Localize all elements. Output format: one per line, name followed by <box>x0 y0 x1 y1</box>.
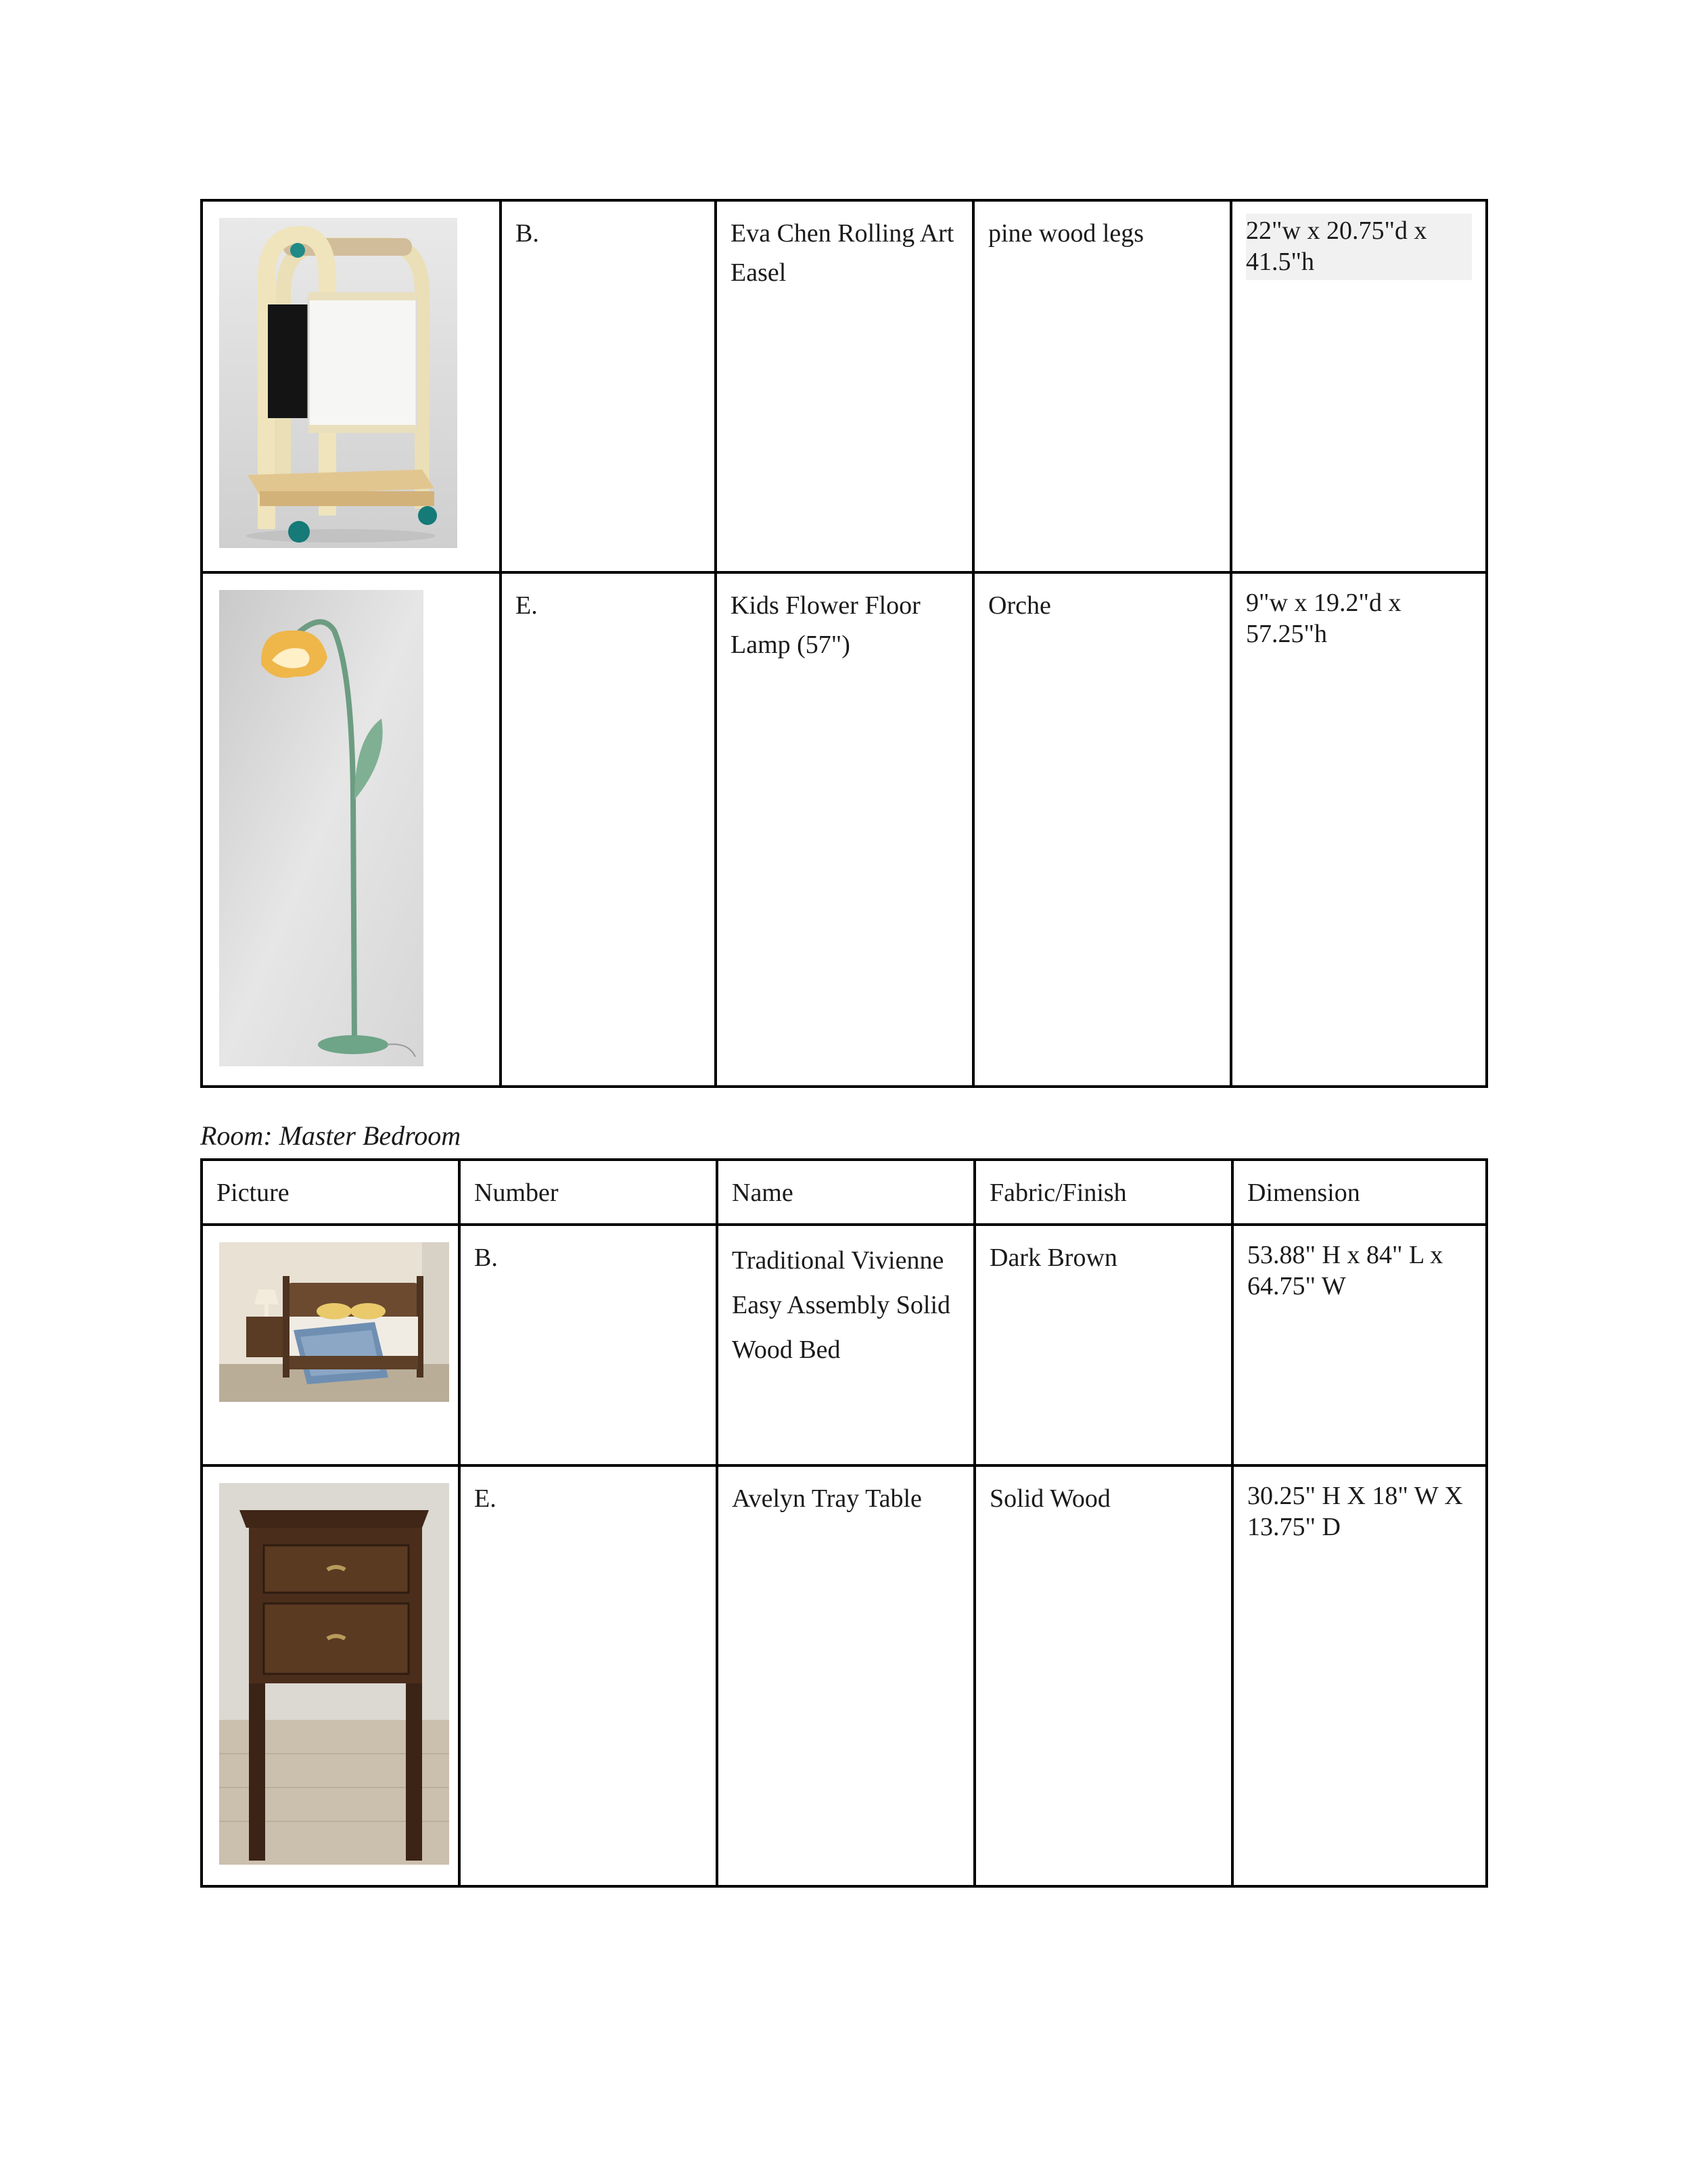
name-text: Avelyn Tray Table <box>732 1484 922 1513</box>
finish-cell <box>973 572 1231 1087</box>
dimension-text: 30.25" H X 18" W X 13.75" D <box>1247 1482 1463 1541</box>
finish-text: Solid Wood <box>990 1484 1111 1513</box>
furniture-table-1 <box>200 199 1488 1088</box>
tray-table-nightstand-image <box>219 1483 449 1865</box>
dimension-text: 9"w x 19.2"d x 57.25"h <box>1246 589 1402 648</box>
number-text: E. <box>474 1484 496 1513</box>
number-cell <box>501 200 716 572</box>
header-number: Number <box>459 1160 717 1225</box>
name-cell <box>716 200 973 572</box>
header-name: Name <box>717 1160 975 1225</box>
dimension-cell <box>1232 1225 1487 1465</box>
name-text: Eva Chen Rolling Art Easel <box>731 219 954 287</box>
finish-cell <box>975 1465 1232 1886</box>
header-row <box>202 1160 1487 1225</box>
table-row <box>202 572 1487 1087</box>
room-label: Room: Master Bedroom <box>200 1120 461 1151</box>
dimension-cell <box>1232 1465 1487 1886</box>
number-text: B. <box>474 1244 498 1272</box>
number-text: B. <box>515 219 539 248</box>
finish-cell <box>973 200 1231 572</box>
finish-text: pine wood legs <box>988 219 1144 248</box>
dimension-cell <box>1231 572 1487 1087</box>
finish-text: Orche <box>988 591 1051 620</box>
picture-cell <box>202 1225 459 1465</box>
name-cell <box>717 1465 975 1886</box>
header-finish: Fabric/Finish <box>975 1160 1232 1225</box>
finish-cell <box>975 1225 1232 1465</box>
header-picture: Picture <box>202 1160 459 1225</box>
number-cell <box>459 1225 717 1465</box>
name-cell <box>717 1225 975 1465</box>
dimension-cell <box>1231 200 1487 572</box>
table-row <box>202 1465 1487 1886</box>
number-cell <box>501 572 716 1087</box>
finish-text: Dark Brown <box>990 1244 1117 1272</box>
picture-cell <box>202 200 501 572</box>
rolling-art-easel-image <box>219 218 457 548</box>
name-text: Traditional Vivienne Easy Assembly Solid Wood Bed <box>732 1246 951 1364</box>
dimension-text: 22"w x 20.75"d x 41.5"h <box>1246 214 1472 280</box>
number-cell <box>459 1465 717 1886</box>
flower-floor-lamp-image <box>219 590 423 1066</box>
name-cell <box>716 572 973 1087</box>
header-dimension: Dimension <box>1232 1160 1487 1225</box>
number-text: E. <box>515 591 538 620</box>
table-row <box>202 200 1487 572</box>
master-bedroom-table <box>200 1158 1488 1888</box>
picture-cell <box>202 572 501 1087</box>
table-row <box>202 1225 1487 1465</box>
dimension-text: 53.88" H x 84" L x 64.75" W <box>1247 1241 1443 1300</box>
name-text: Kids Flower Floor Lamp (57") <box>731 591 921 659</box>
wood-bed-image <box>219 1242 449 1402</box>
picture-cell <box>202 1465 459 1886</box>
